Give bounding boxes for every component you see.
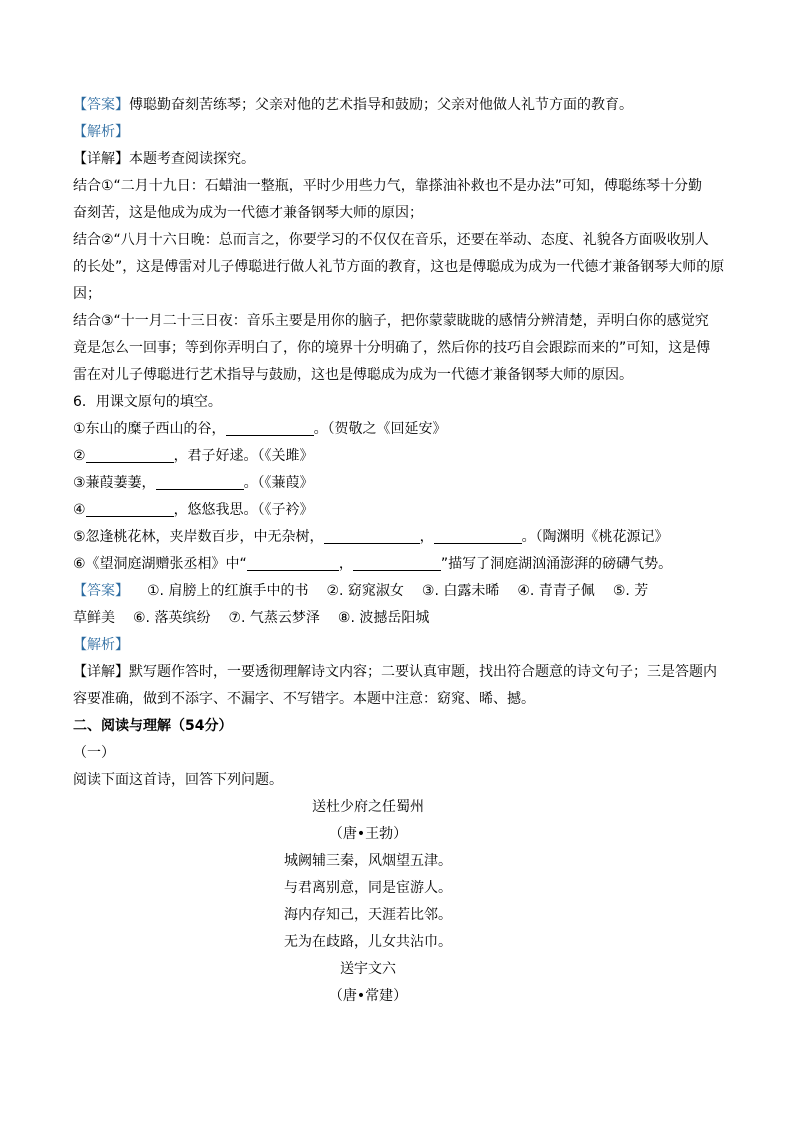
poem-author: （唐•王勃） <box>328 826 408 842</box>
answer-item: ①. 肩膀上的红旗手中的书 <box>147 583 309 599</box>
answer-item: ⑤. 芳 <box>612 583 649 599</box>
analysis-tag: 【解析】 <box>73 124 129 140</box>
item-text: ，悠悠我思。（《子衿》 <box>173 502 314 518</box>
answer-item: ⑦. 气蒸云梦泽 <box>228 610 320 626</box>
poem-line: 无为在歧路，儿女共沾巾。 <box>284 934 452 950</box>
item-text: 。（贺敬之《回延安》 <box>313 421 447 437</box>
answer-item: ⑥. 落英缤纷 <box>133 610 211 626</box>
item-text: 。（《蒹葭》 <box>243 475 314 491</box>
fill-blank <box>86 500 174 517</box>
detail-text: 本题考查阅读探究。 <box>129 151 255 167</box>
question-6-item-4 <box>73 497 723 524</box>
detail-line-2-cont: 容要准确，做到不添字、不漏字、不写错字。本题中注意：窈窕、晞、撼。 <box>73 691 535 707</box>
detail-tag: 【详解】 <box>73 664 129 680</box>
answer-text: 傅聪勤奋刻苦练琴；父亲对他的艺术指导和鼓励；父亲对他做人礼节方面的教育。 <box>129 97 633 113</box>
item-text: ， <box>419 529 434 545</box>
detail-text: 默写题作答时，一要透彻理解诗文内容；二要认真审题，找出符合题意的诗文句子；三是答题内 <box>129 664 717 680</box>
detail-body-line: 因； <box>73 286 101 302</box>
answer-item: ②. 窈窕淑女 <box>326 583 404 599</box>
answer-item: ④. 青青子佩 <box>517 583 595 599</box>
detail-line-1 <box>73 146 723 173</box>
answer-line-2 <box>73 578 723 605</box>
answer-line-1 <box>73 92 723 119</box>
detail-body-line: 结合③“十一月二十三日夜：音乐主要是用你的脑子，把你蒙蒙眬眬的感情分辨清楚，弄明白你的感觉究 <box>73 313 709 329</box>
fill-blank <box>156 473 244 490</box>
item-text: ，君子好逑。（《关雎》 <box>173 448 314 464</box>
item-text: ⑤忽逢桃花林，夹岸数百步，中无杂树， <box>73 529 324 545</box>
detail-body-line: 结合②“八月十六日晚：总而言之，你要学习的不仅仅在音乐，还要在举动、态度、礼貌各方面吸收别人 <box>73 232 709 248</box>
fill-blank <box>324 527 420 544</box>
detail-body-line: 的长处”，这是傅雷对儿子傅聪进行做人礼节方面的教育，这也是傅聪成为成为一代德才兼备钢琴大师的原 <box>73 259 725 275</box>
poem-line: 海内存知己，天涯若比邻。 <box>284 907 452 923</box>
item-text: 。（陶渊明《桃花源记》 <box>521 529 669 545</box>
item-text: ④ <box>73 502 86 518</box>
question-6-item-2 <box>73 443 723 470</box>
detail-body-line: 结合①“二月十九日：石蜡油一整瓶，平时少用些力气，靠搽油补救也不是办法”可知，傅聪练琴十分勤 <box>73 178 703 194</box>
item-text: ， <box>338 556 353 572</box>
poem-title: 送宇文六 <box>340 961 396 977</box>
detail-body-line: 竟是怎么一回事；等到你弄明白了，你的境界十分明确了，然后你的技巧自会跟踪而来的”可知，这是傅 <box>73 340 711 356</box>
fill-blank <box>86 446 174 463</box>
item-text: ② <box>73 448 86 464</box>
fill-blank <box>226 419 314 436</box>
detail-line-2 <box>73 659 723 686</box>
poem-line: 与君离别意，同是宦游人。 <box>284 880 452 896</box>
poem-line: 城阙辅三秦，风烟望五津。 <box>284 853 452 869</box>
detail-body-line: 雷在对儿子傅聪进行艺术指导与鼓励，这也是傅聪成为成为一代德才兼备钢琴大师的原因。 <box>73 367 633 383</box>
question-6-title: 6．用课文原句的填空。 <box>73 394 222 410</box>
item-text: ⑥《望洞庭湖赠张丞相》中“ <box>73 556 247 572</box>
question-6-item-1 <box>73 416 723 443</box>
question-6-item-3 <box>73 470 723 497</box>
answer-item: ③. 白露未晞 <box>421 583 500 599</box>
item-text: ①东山的糜子西山的谷， <box>73 421 226 437</box>
answer-tag: 【答案】 <box>73 97 129 113</box>
question-6-item-5 <box>73 524 723 551</box>
section-subtitle: （一） <box>73 745 115 761</box>
fill-blank <box>353 554 441 571</box>
answer-item: ⑧. 波撼岳阳城 <box>337 610 430 626</box>
item-text: ”描写了洞庭湖汹涌澎湃的磅礴气势。 <box>440 556 673 572</box>
answer-item: 草鲜美 <box>73 610 115 626</box>
analysis-tag: 【解析】 <box>73 637 129 653</box>
answer-line-2-cont <box>73 605 723 632</box>
document-page <box>73 92 723 1010</box>
detail-body-line: 奋刻苦，这是他成为成为一代德才兼备钢琴大师的原因； <box>73 205 423 221</box>
poem-author: （唐•常建） <box>328 988 408 1004</box>
section-title: 二、阅读与理解（54分） <box>73 718 233 734</box>
question-6-item-6 <box>73 551 723 578</box>
section-instruction: 阅读下面这首诗，回答下列问题。 <box>73 772 283 788</box>
answer-tag: 【答案】 <box>73 583 129 599</box>
fill-blank <box>434 527 522 544</box>
detail-tag: 【详解】 <box>73 151 129 167</box>
item-text: ③蒹葭萋萋， <box>73 475 156 491</box>
fill-blank <box>247 554 339 571</box>
poem-title: 送杜少府之任蜀州 <box>312 799 424 815</box>
